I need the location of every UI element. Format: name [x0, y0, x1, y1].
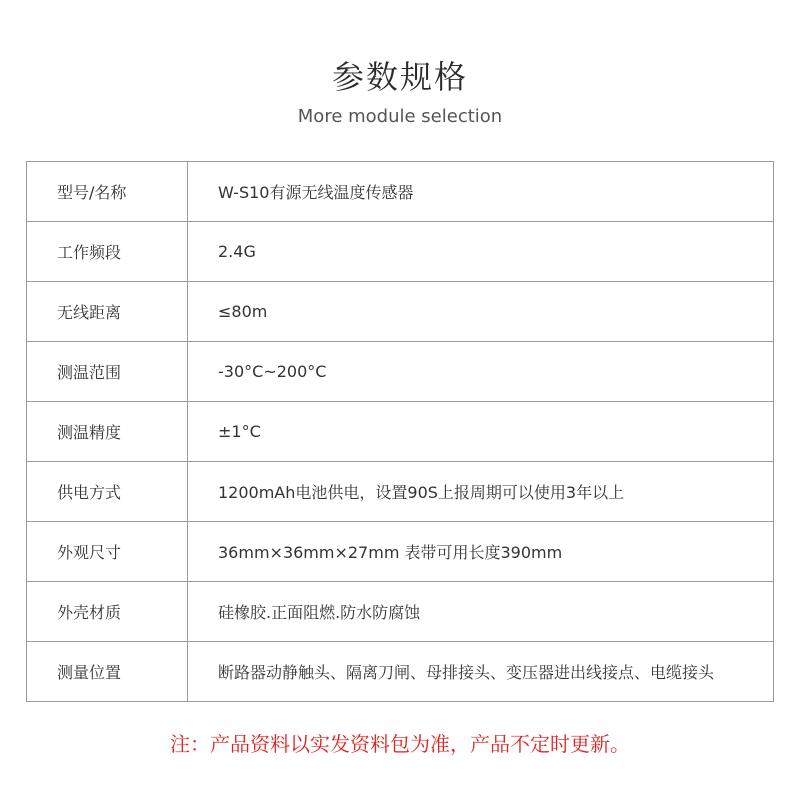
spec-value: ±1°C [188, 402, 774, 462]
spec-row-accuracy [27, 402, 774, 462]
disclaimer-notice: 注：产品资料以实发资料包为准，产品不定时更新。 [170, 732, 630, 756]
spec-row-material [27, 582, 774, 642]
spec-label: 测量位置 [27, 642, 188, 702]
spec-label: 无线距离 [27, 282, 188, 342]
spec-label: 外壳材质 [27, 582, 188, 642]
spec-row-range [27, 282, 774, 342]
spec-row-model [27, 162, 774, 222]
spec-value: 2.4G [188, 222, 774, 282]
spec-row-frequency [27, 222, 774, 282]
spec-label: 供电方式 [27, 462, 188, 522]
spec-value: 1200mAh电池供电，设置90S上报周期可以使用3年以上 [188, 462, 774, 522]
spec-row-temp-range [27, 342, 774, 402]
spec-label: 型号/名称 [27, 162, 188, 222]
spec-table [26, 161, 774, 702]
spec-label: 工作频段 [27, 222, 188, 282]
spec-row-dimensions [27, 522, 774, 582]
spec-value: 断路器动静触头、隔离刀闸、母排接头、变压器进出线接点、电缆接头 [188, 642, 774, 702]
page-subtitle: More module selection [297, 106, 503, 127]
spec-value: 硅橡胶.正面阻燃.防水防腐蚀 [188, 582, 774, 642]
spec-value: ≤80m [188, 282, 774, 342]
spec-value: -30°C~200°C [188, 342, 774, 402]
spec-row-location [27, 642, 774, 702]
spec-value: 36mm×36mm×27mm 表带可用长度390mm [188, 522, 774, 582]
spec-label: 测温范围 [27, 342, 188, 402]
spec-label: 测温精度 [27, 402, 188, 462]
page-title: 参数规格 [331, 58, 468, 96]
spec-value: W-S10有源无线温度传感器 [188, 162, 774, 222]
spec-row-power [27, 462, 774, 522]
spec-label: 外观尺寸 [27, 522, 188, 582]
